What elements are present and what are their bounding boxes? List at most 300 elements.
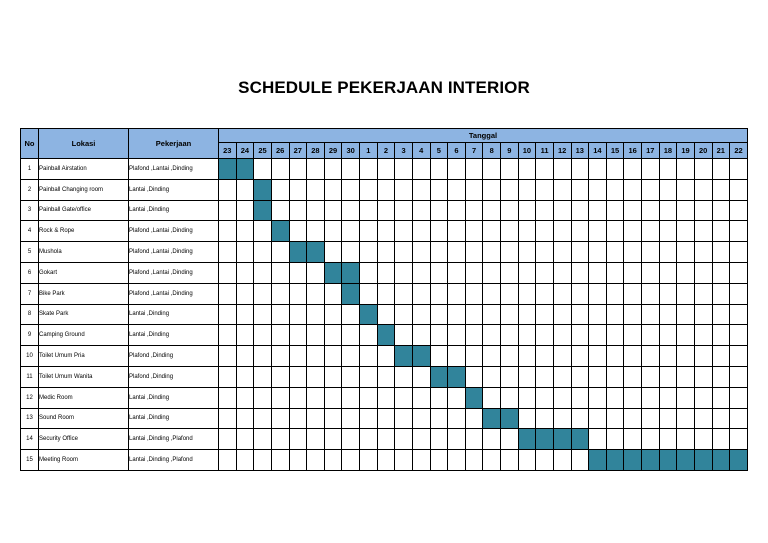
schedule-cell <box>642 242 660 263</box>
schedule-cell <box>342 179 360 200</box>
schedule-cell <box>501 346 519 367</box>
schedule-cell <box>571 304 589 325</box>
schedule-cell <box>395 221 413 242</box>
schedule-cell <box>377 200 395 221</box>
schedule-cell <box>730 429 748 450</box>
schedule-cell <box>395 450 413 471</box>
schedule-cell <box>430 325 448 346</box>
schedule-cell <box>254 242 272 263</box>
schedule-cell <box>342 387 360 408</box>
header-tanggal: Tanggal <box>219 129 748 143</box>
schedule-cell <box>694 179 712 200</box>
schedule-cell <box>448 262 466 283</box>
schedule-cell <box>518 387 536 408</box>
schedule-cell <box>465 450 483 471</box>
schedule-cell <box>342 366 360 387</box>
schedule-cell <box>677 429 695 450</box>
schedule-cell <box>694 387 712 408</box>
schedule-cell <box>536 387 554 408</box>
row-number: 15 <box>21 450 39 471</box>
schedule-cell <box>377 262 395 283</box>
schedule-bar-cell <box>236 159 254 180</box>
schedule-cell <box>518 346 536 367</box>
schedule-cell <box>730 262 748 283</box>
row-number: 4 <box>21 221 39 242</box>
schedule-cell <box>553 242 571 263</box>
day-header: 10 <box>518 143 536 159</box>
schedule-cell <box>324 408 342 429</box>
schedule-cell <box>659 159 677 180</box>
schedule-cell <box>589 283 607 304</box>
schedule-cell <box>377 179 395 200</box>
schedule-cell <box>342 242 360 263</box>
day-header: 19 <box>677 143 695 159</box>
schedule-cell <box>236 262 254 283</box>
schedule-cell <box>624 408 642 429</box>
schedule-cell <box>271 325 289 346</box>
day-header: 8 <box>483 143 501 159</box>
schedule-cell <box>289 179 307 200</box>
schedule-bar-cell <box>254 200 272 221</box>
row-pekerjaan: Plafond ,Dinding <box>129 366 219 387</box>
schedule-cell <box>571 366 589 387</box>
schedule-cell <box>553 408 571 429</box>
schedule-cell <box>236 221 254 242</box>
day-header: 3 <box>395 143 413 159</box>
schedule-cell <box>642 408 660 429</box>
schedule-bar-cell <box>307 242 325 263</box>
schedule-cell <box>642 221 660 242</box>
schedule-cell <box>694 304 712 325</box>
day-header: 26 <box>271 143 289 159</box>
schedule-cell <box>730 159 748 180</box>
row-number: 1 <box>21 159 39 180</box>
schedule-cell <box>324 366 342 387</box>
schedule-cell <box>642 304 660 325</box>
schedule-cell <box>412 408 430 429</box>
schedule-cell <box>624 325 642 346</box>
schedule-bar-cell <box>271 221 289 242</box>
schedule-cell <box>730 346 748 367</box>
schedule-cell <box>606 179 624 200</box>
schedule-cell <box>694 325 712 346</box>
day-header: 13 <box>571 143 589 159</box>
schedule-cell <box>589 366 607 387</box>
schedule-cell <box>712 242 730 263</box>
schedule-cell <box>307 221 325 242</box>
schedule-cell <box>536 366 554 387</box>
schedule-cell <box>219 262 237 283</box>
schedule-cell <box>553 262 571 283</box>
schedule-cell <box>254 304 272 325</box>
row-pekerjaan: Plafond ,Lantai ,Dinding <box>129 159 219 180</box>
schedule-cell <box>712 179 730 200</box>
schedule-cell <box>536 346 554 367</box>
schedule-cell <box>712 325 730 346</box>
row-lokasi: Painball Changing room <box>39 179 129 200</box>
schedule-cell <box>219 283 237 304</box>
schedule-cell <box>659 262 677 283</box>
schedule-cell <box>483 159 501 180</box>
schedule-cell <box>412 325 430 346</box>
schedule-cell <box>518 283 536 304</box>
schedule-cell <box>324 221 342 242</box>
schedule-bar-cell <box>677 450 695 471</box>
schedule-cell <box>342 346 360 367</box>
schedule-cell <box>448 179 466 200</box>
schedule-cell <box>430 262 448 283</box>
schedule-cell <box>642 325 660 346</box>
schedule-cell <box>360 387 378 408</box>
schedule-bar-cell <box>624 450 642 471</box>
schedule-cell <box>677 179 695 200</box>
schedule-bar-cell <box>342 283 360 304</box>
schedule-cell <box>606 387 624 408</box>
schedule-bar-cell <box>642 450 660 471</box>
schedule-cell <box>307 200 325 221</box>
schedule-cell <box>536 408 554 429</box>
schedule-cell <box>307 262 325 283</box>
schedule-cell <box>219 408 237 429</box>
row-lokasi: Mushola <box>39 242 129 263</box>
schedule-cell <box>360 325 378 346</box>
schedule-cell <box>254 450 272 471</box>
schedule-cell <box>324 283 342 304</box>
schedule-cell <box>501 450 519 471</box>
schedule-cell <box>571 159 589 180</box>
schedule-cell <box>659 304 677 325</box>
schedule-cell <box>606 283 624 304</box>
schedule-cell <box>730 304 748 325</box>
row-number: 2 <box>21 179 39 200</box>
schedule-cell <box>360 179 378 200</box>
schedule-cell <box>377 283 395 304</box>
schedule-cell <box>289 159 307 180</box>
schedule-cell <box>730 221 748 242</box>
schedule-cell <box>483 450 501 471</box>
day-header: 6 <box>448 143 466 159</box>
schedule-bar-cell <box>465 387 483 408</box>
schedule-cell <box>536 200 554 221</box>
schedule-cell <box>412 429 430 450</box>
row-number: 6 <box>21 262 39 283</box>
schedule-cell <box>553 325 571 346</box>
schedule-cell <box>448 159 466 180</box>
schedule-cell <box>324 242 342 263</box>
day-header: 1 <box>360 143 378 159</box>
schedule-cell <box>271 450 289 471</box>
schedule-bar-cell <box>412 346 430 367</box>
schedule-cell <box>677 262 695 283</box>
schedule-cell <box>465 429 483 450</box>
schedule-cell <box>730 408 748 429</box>
schedule-cell <box>712 304 730 325</box>
schedule-cell <box>642 283 660 304</box>
schedule-cell <box>219 429 237 450</box>
schedule-cell <box>694 242 712 263</box>
schedule-cell <box>571 221 589 242</box>
schedule-cell <box>377 221 395 242</box>
schedule-cell <box>342 221 360 242</box>
table-row <box>21 242 748 263</box>
schedule-cell <box>483 387 501 408</box>
schedule-cell <box>501 366 519 387</box>
day-header: 16 <box>624 143 642 159</box>
schedule-cell <box>377 408 395 429</box>
row-lokasi: Skate Park <box>39 304 129 325</box>
schedule-cell <box>360 429 378 450</box>
schedule-cell <box>271 366 289 387</box>
schedule-cell <box>589 325 607 346</box>
schedule-cell <box>553 346 571 367</box>
schedule-cell <box>324 200 342 221</box>
schedule-cell <box>536 325 554 346</box>
schedule-bar-cell <box>324 262 342 283</box>
row-number: 14 <box>21 429 39 450</box>
day-header: 25 <box>254 143 272 159</box>
schedule-cell <box>254 429 272 450</box>
schedule-cell <box>430 242 448 263</box>
schedule-bar-cell <box>712 450 730 471</box>
schedule-cell <box>589 387 607 408</box>
schedule-cell <box>518 304 536 325</box>
schedule-cell <box>589 242 607 263</box>
schedule-cell <box>236 408 254 429</box>
table-row <box>21 346 748 367</box>
schedule-cell <box>465 179 483 200</box>
schedule-cell <box>518 242 536 263</box>
schedule-cell <box>395 262 413 283</box>
schedule-cell <box>465 283 483 304</box>
schedule-cell <box>606 242 624 263</box>
schedule-cell <box>236 429 254 450</box>
schedule-bar-cell <box>536 429 554 450</box>
schedule-cell <box>307 450 325 471</box>
schedule-cell <box>395 283 413 304</box>
schedule-cell <box>677 159 695 180</box>
schedule-bar-cell <box>589 450 607 471</box>
schedule-cell <box>536 262 554 283</box>
schedule-cell <box>412 159 430 180</box>
row-pekerjaan: Lantai ,Dinding <box>129 179 219 200</box>
schedule-cell <box>430 429 448 450</box>
schedule-cell <box>324 304 342 325</box>
schedule-cell <box>254 159 272 180</box>
schedule-cell <box>360 159 378 180</box>
schedule-cell <box>624 304 642 325</box>
schedule-cell <box>342 408 360 429</box>
schedule-cell <box>553 304 571 325</box>
schedule-cell <box>624 159 642 180</box>
schedule-cell <box>307 429 325 450</box>
schedule-cell <box>712 283 730 304</box>
row-number: 11 <box>21 366 39 387</box>
schedule-bar-cell <box>342 262 360 283</box>
schedule-cell <box>219 200 237 221</box>
schedule-cell <box>219 304 237 325</box>
schedule-cell <box>254 346 272 367</box>
schedule-bar-cell <box>571 429 589 450</box>
schedule-cell <box>606 221 624 242</box>
schedule-cell <box>465 159 483 180</box>
schedule-cell <box>659 387 677 408</box>
day-header: 5 <box>430 143 448 159</box>
schedule-cell <box>553 387 571 408</box>
schedule-cell <box>501 304 519 325</box>
schedule-cell <box>694 159 712 180</box>
schedule-cell <box>606 408 624 429</box>
schedule-cell <box>501 221 519 242</box>
schedule-cell <box>536 242 554 263</box>
schedule-cell <box>642 346 660 367</box>
schedule-bar-cell <box>448 366 466 387</box>
schedule-cell <box>465 408 483 429</box>
schedule-cell <box>289 366 307 387</box>
schedule-cell <box>271 304 289 325</box>
schedule-cell <box>642 200 660 221</box>
schedule-table <box>20 128 748 471</box>
schedule-cell <box>448 221 466 242</box>
schedule-cell <box>430 408 448 429</box>
schedule-cell <box>677 200 695 221</box>
schedule-cell <box>553 179 571 200</box>
day-header: 11 <box>536 143 554 159</box>
schedule-cell <box>589 179 607 200</box>
row-number: 8 <box>21 304 39 325</box>
schedule-cell <box>483 221 501 242</box>
schedule-cell <box>730 242 748 263</box>
schedule-cell <box>501 429 519 450</box>
schedule-cell <box>271 387 289 408</box>
schedule-cell <box>219 366 237 387</box>
schedule-cell <box>271 262 289 283</box>
schedule-cell <box>677 346 695 367</box>
schedule-cell <box>712 366 730 387</box>
schedule-cell <box>448 387 466 408</box>
row-number: 7 <box>21 283 39 304</box>
schedule-cell <box>553 221 571 242</box>
schedule-cell <box>712 429 730 450</box>
schedule-cell <box>677 221 695 242</box>
schedule-cell <box>289 304 307 325</box>
day-header: 29 <box>324 143 342 159</box>
schedule-cell <box>289 200 307 221</box>
schedule-cell <box>430 221 448 242</box>
table-row <box>21 283 748 304</box>
schedule-cell <box>694 366 712 387</box>
schedule-cell <box>254 387 272 408</box>
schedule-cell <box>606 304 624 325</box>
schedule-cell <box>324 179 342 200</box>
schedule-cell <box>677 242 695 263</box>
schedule-cell <box>289 429 307 450</box>
schedule-cell <box>236 179 254 200</box>
schedule-cell <box>395 429 413 450</box>
header-pekerjaan: Pekerjaan <box>129 129 219 159</box>
schedule-cell <box>254 283 272 304</box>
schedule-cell <box>712 262 730 283</box>
schedule-cell <box>642 179 660 200</box>
schedule-cell <box>360 283 378 304</box>
schedule-cell <box>360 450 378 471</box>
schedule-cell <box>360 242 378 263</box>
schedule-cell <box>712 346 730 367</box>
schedule-cell <box>289 325 307 346</box>
schedule-cell <box>483 325 501 346</box>
schedule-bar-cell <box>501 408 519 429</box>
schedule-cell <box>606 346 624 367</box>
schedule-cell <box>430 304 448 325</box>
schedule-cell <box>448 346 466 367</box>
schedule-cell <box>589 200 607 221</box>
schedule-cell <box>342 450 360 471</box>
schedule-cell <box>712 159 730 180</box>
schedule-cell <box>624 387 642 408</box>
schedule-cell <box>395 242 413 263</box>
schedule-cell <box>501 325 519 346</box>
schedule-cell <box>448 304 466 325</box>
schedule-cell <box>324 450 342 471</box>
schedule-bar-cell <box>395 346 413 367</box>
schedule-cell <box>606 429 624 450</box>
row-lokasi: Gokart <box>39 262 129 283</box>
schedule-cell <box>483 429 501 450</box>
schedule-cell <box>236 242 254 263</box>
schedule-cell <box>430 159 448 180</box>
schedule-cell <box>395 200 413 221</box>
schedule-cell <box>236 450 254 471</box>
schedule-cell <box>642 159 660 180</box>
day-header: 30 <box>342 143 360 159</box>
schedule-cell <box>571 200 589 221</box>
schedule-cell <box>642 366 660 387</box>
schedule-cell <box>624 283 642 304</box>
schedule-cell <box>677 325 695 346</box>
schedule-cell <box>307 387 325 408</box>
schedule-bar-cell <box>360 304 378 325</box>
row-lokasi: Camping Ground <box>39 325 129 346</box>
schedule-cell <box>219 242 237 263</box>
schedule-bar-cell <box>430 366 448 387</box>
schedule-cell <box>536 159 554 180</box>
schedule-cell <box>412 262 430 283</box>
schedule-cell <box>624 346 642 367</box>
schedule-cell <box>589 429 607 450</box>
schedule-cell <box>624 262 642 283</box>
schedule-cell <box>518 366 536 387</box>
schedule-cell <box>536 179 554 200</box>
schedule-cell <box>518 325 536 346</box>
row-pekerjaan: Plafond ,Lantai ,Dinding <box>129 242 219 263</box>
schedule-cell <box>219 450 237 471</box>
schedule-cell <box>624 242 642 263</box>
schedule-cell <box>236 304 254 325</box>
day-header: 22 <box>730 143 748 159</box>
header-no: No <box>21 129 39 159</box>
table-row <box>21 159 748 180</box>
row-lokasi: Meeting Room <box>39 450 129 471</box>
schedule-cell <box>395 179 413 200</box>
schedule-cell <box>236 283 254 304</box>
schedule-cell <box>289 450 307 471</box>
schedule-bar-cell <box>254 179 272 200</box>
schedule-cell <box>448 325 466 346</box>
row-pekerjaan: Plafond ,Lantai ,Dinding <box>129 283 219 304</box>
schedule-cell <box>430 450 448 471</box>
schedule-cell <box>571 283 589 304</box>
schedule-cell <box>501 283 519 304</box>
day-header: 21 <box>712 143 730 159</box>
